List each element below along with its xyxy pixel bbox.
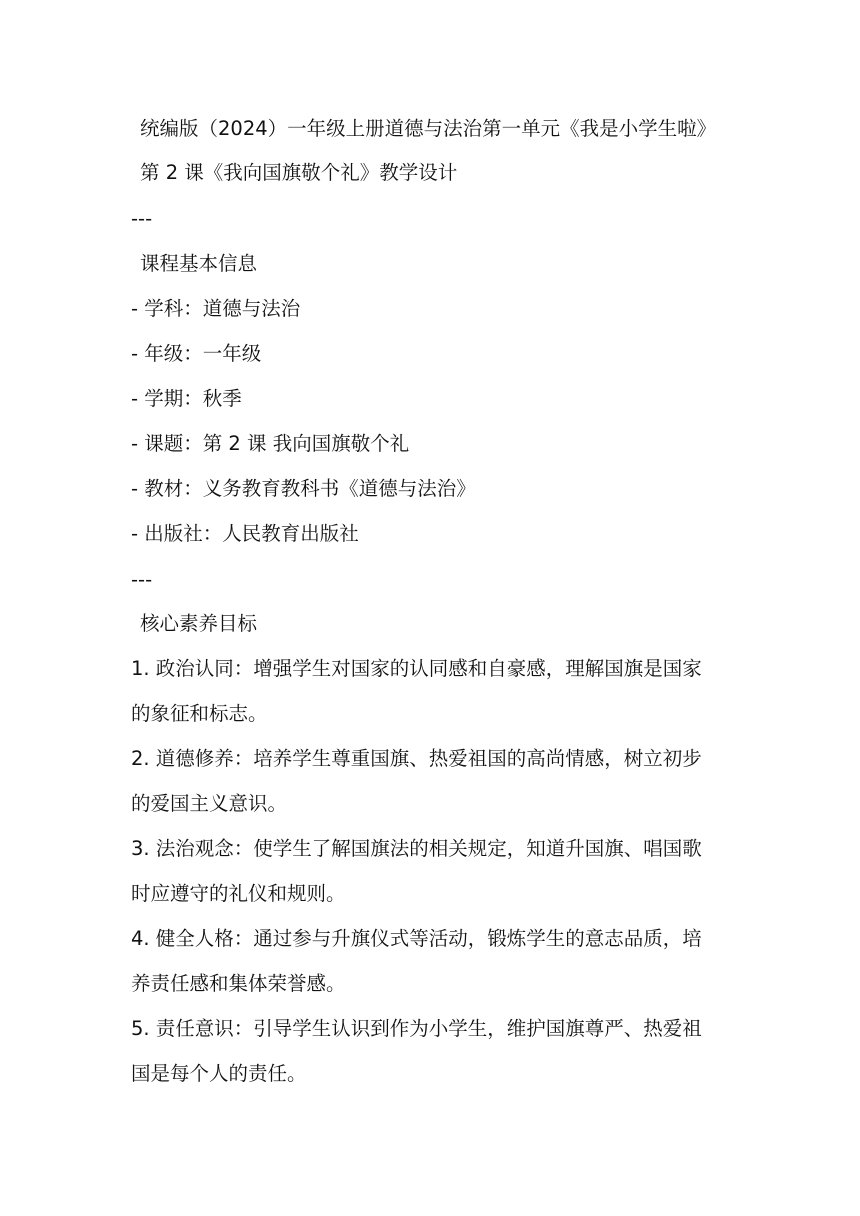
goal-3-line-1: 3. 法治观念：使学生了解国旗法的相关规定，知道升国旗、唱国歌 xyxy=(131,837,702,860)
goal-5-line-1: 5. 责任意识：引导学生认识到作为小学生，维护国旗尊严、热爱祖 xyxy=(131,1017,702,1040)
goal-5-line-2: 国是每个人的责任。 xyxy=(131,1062,307,1085)
basic-info-item-textbook: - 教材：义务教育教科书《道德与法治》 xyxy=(131,477,476,500)
title-line-2: 第 2 课《我向国旗敬个礼》教学设计 xyxy=(140,161,458,184)
goal-3-line-2: 时应遵守的礼仪和规则。 xyxy=(131,882,346,905)
title-line-1: 统编版（2024）一年级上册道德与法治第一单元《我是小学生啦》 xyxy=(140,117,717,140)
goal-2-line-1: 2. 道德修养：培养学生尊重国旗、热爱祖国的高尚情感，树立初步 xyxy=(131,747,702,770)
basic-info-item-grade: - 年级：一年级 xyxy=(131,342,262,365)
separator-1: --- xyxy=(131,207,153,230)
goal-1-line-1: 1. 政治认同：增强学生对国家的认同感和自豪感，理解国旗是国家 xyxy=(131,657,702,680)
goal-4-line-1: 4. 健全人格：通过参与升旗仪式等活动，锻炼学生的意志品质，培 xyxy=(131,927,702,950)
separator-2: --- xyxy=(131,568,153,591)
goal-1-line-2: 的象征和标志。 xyxy=(131,702,268,725)
basic-info-item-lesson: - 课题：第 2 课 我向国旗敬个礼 xyxy=(131,432,410,455)
goal-2-line-2: 的爱国主义意识。 xyxy=(131,792,288,815)
basic-info-heading: 课程基本信息 xyxy=(140,252,258,275)
basic-info-item-publisher: - 出版社：人民教育出版社 xyxy=(131,522,359,545)
basic-info-item-semester: - 学期：秋季 xyxy=(131,387,242,410)
goal-4-line-2: 养责任感和集体荣誉感。 xyxy=(131,972,346,995)
core-goals-heading: 核心素养目标 xyxy=(140,612,258,635)
basic-info-item-subject: - 学科：道德与法治 xyxy=(131,297,301,320)
